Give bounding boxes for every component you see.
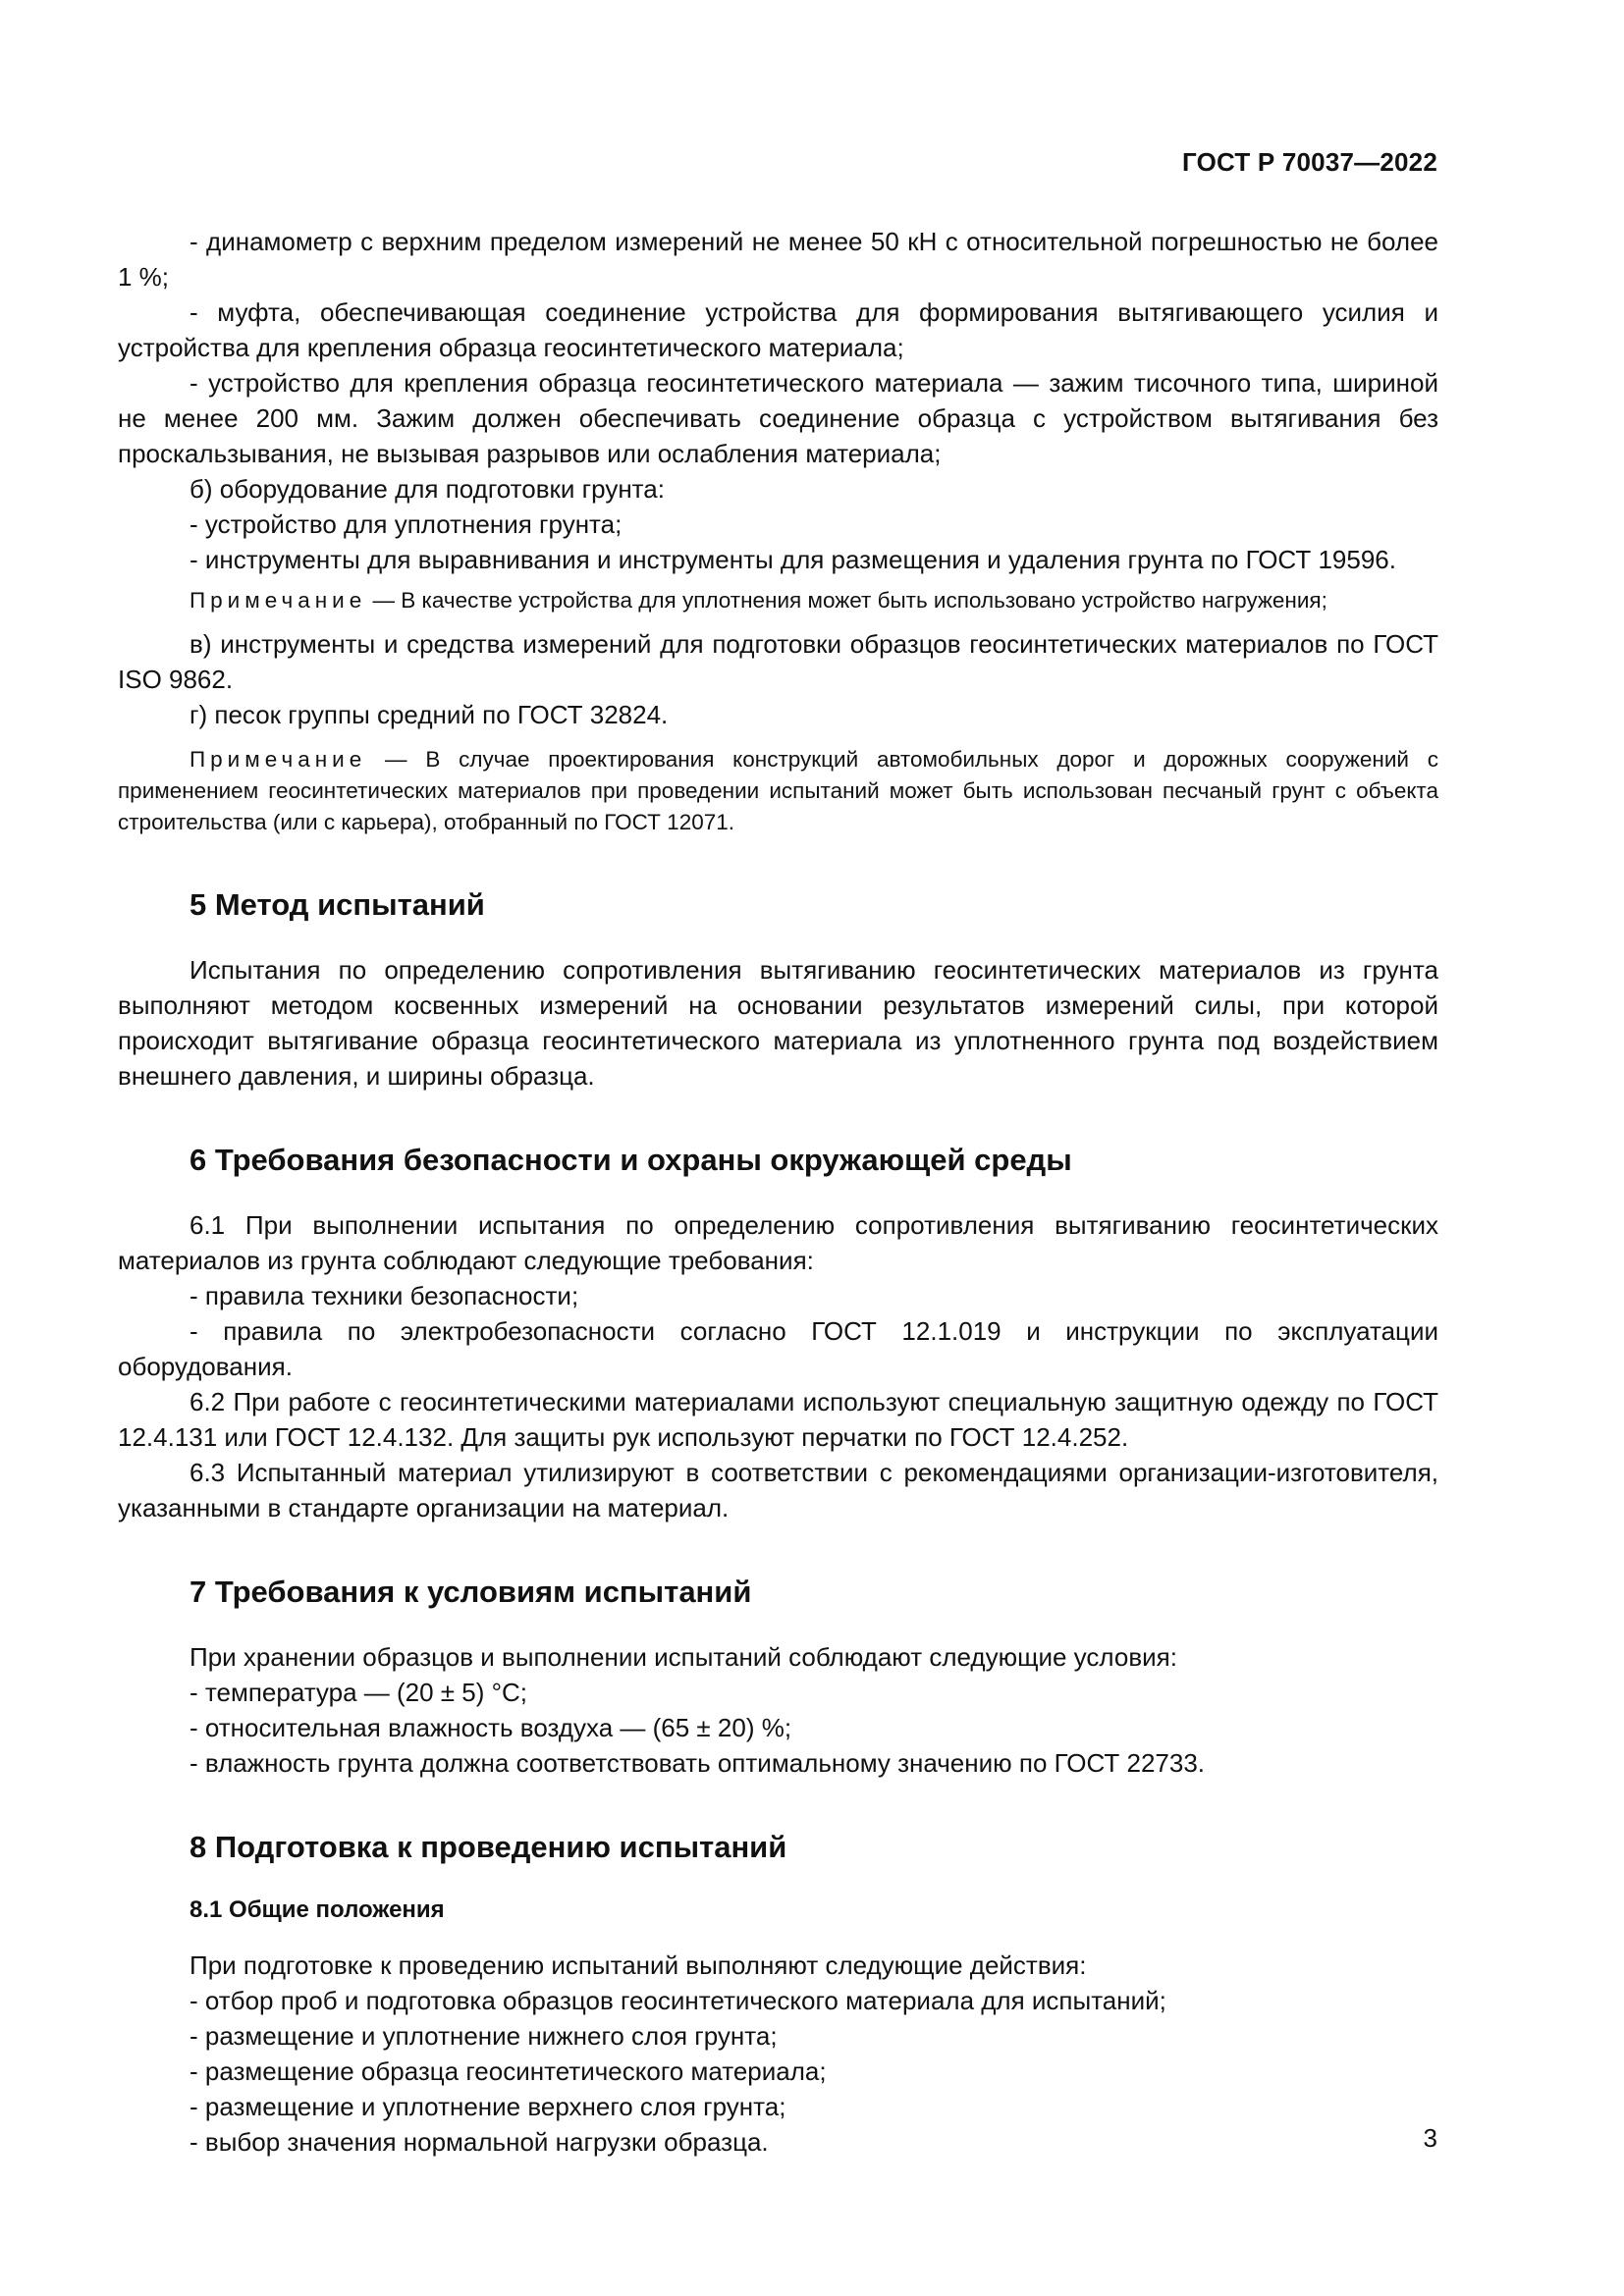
paragraph: - инструменты для выравнивания и инструменты для размещения и удаления грунта по ГОСТ 19596. [189,545,1396,574]
paragraph: - размещение и уплотнение верхнего слоя грунта; [189,2092,786,2121]
paragraph: При хранении образцов и выполнении испытаний соблюдают следующие условия: [189,1642,1177,1672]
subsection-8-1-heading: 8.1 Общие положения [189,1896,445,1923]
section-5-heading: 5 Метод испытаний [189,887,485,922]
note-2 [118,744,1438,838]
paragraph: - влажность грунта должна соответствовать оптимальному значению по ГОСТ 22733. [189,1748,1206,1778]
document-body [118,224,1438,2160]
paragraph: - относительная влажность воздуха — (65 ± 20) %; [189,1713,792,1742]
paragraph: - муфта, обеспечивающая соединение устройства для формирования вытягивающего усилия и устройства для крепления образца геосинтетического материала; [118,297,1438,362]
paragraph: - устройство для крепления образца геосинтетического материала — зажим тисочного типа, шириной не менее 200 мм. Зажим должен обеспечивать соединение образца с устройством вытягивания без проскальзывания, не вызывая разрывов или ослабления материала; [118,368,1438,468]
paragraph: 6.2 При работе с геосинтетическими материалами используют специальную защитную одежду по ГОСТ 12.4.131 или ГОСТ 12.4.132. Для защиты рук используют перчатки по ГОСТ 12.4.252. [118,1387,1438,1452]
note-1 [118,585,1438,616]
paragraph: Испытания по определению сопротивления вытягиванию геосинтетических материалов из грунта выполняют методом косвенных измерений на основании результатов измерений силы, при которой происходит вытягивание образца геосинтетического материала из уплотненного грунта под воздействием внешнего давления, и ширины образца. [118,955,1438,1091]
paragraph: - устройство для уплотнения грунта; [189,509,623,539]
paragraph: 6.1 При выполнении испытания по определению сопротивления вытягиванию геосинтетических материалов из грунта соблюдают следующие требования: [118,1210,1438,1275]
paragraph: - отбор проб и подготовка образцов геосинтетического материала для испытаний; [189,1986,1166,2015]
paragraph: - выбор значения нормальной нагрузки образца. [189,2127,769,2157]
paragraph: г) песок группы средний по ГОСТ 32824. [189,700,669,729]
section-8-heading: 8 Подготовка к проведению испытаний [189,1830,787,1864]
paragraph: - размещение и уплотнение нижнего слоя грунта; [189,2021,778,2051]
paragraph: в) инструменты и средства измерений для подготовки образцов геосинтетических материалов по ГОСТ ISO 9862. [118,629,1438,694]
note-label: Примечание [189,588,367,613]
paragraph: - динамометр с верхним пределом измерений не менее 50 кН с относительной погрешностью не более 1 %; [118,227,1438,292]
paragraph: - температура — (20 ± 5) °С; [189,1678,528,1707]
document-code-header: ГОСТ Р 70037—2022 [1182,147,1437,177]
paragraph: При подготовке к проведению испытаний выполняют следующие действия: [189,1950,1087,1980]
note-label: Примечание [189,747,367,772]
paragraph: 6.3 Испытанный материал утилизируют в соответствии с рекомендациями организации-изготовителя, указанными в стандарте организации на материал. [118,1458,1438,1522]
paragraph: - правила техники безопасности; [189,1281,579,1310]
section-7-heading: 7 Требования к условиям испытаний [189,1575,752,1609]
paragraph: - правила по электробезопасности согласно ГОСТ 12.1.019 и инструкции по эксплуатации оборудования. [118,1316,1438,1381]
note-text: — В качестве устройства для уплотнения может быть использовано устройство нагружения; [366,588,1327,613]
paragraph: б) оборудование для подготовки грунта: [189,474,665,504]
page-number: 3 [1423,2123,1437,2153]
note-text: — В случае проектирования конструкций автомобильных дорог и дорожных сооружений с применением геосинтетических материалов при проведении испытаний может быть использован песчаный грунт с объекта строительства (или с карьера), отобранный по ГОСТ 12071. [118,747,1438,834]
paragraph: - размещение образца геосинтетического материала; [189,2056,827,2086]
section-6-heading: 6 Требования безопасности и охраны окружающей среды [189,1143,1072,1177]
